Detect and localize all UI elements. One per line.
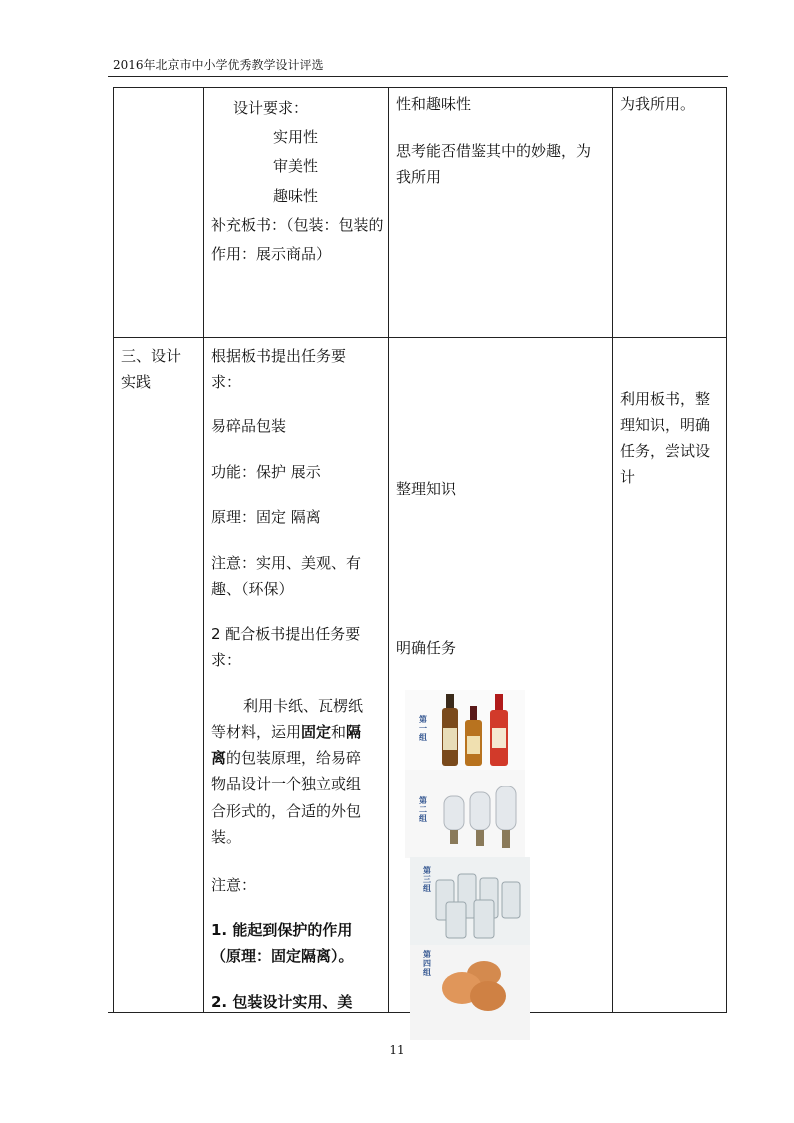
- requirement-practicality: 实用性: [273, 128, 319, 146]
- emphasis-isolate-part2: 离: [211, 749, 227, 767]
- row1-col4-line1: 为我所用。: [620, 95, 696, 113]
- group1-label: 第一组: [419, 715, 427, 742]
- table-border-top: [113, 87, 727, 88]
- stage-title-line1: 三、设计: [121, 347, 182, 365]
- group4-label: 第四组: [423, 950, 431, 977]
- row-divider: [113, 337, 727, 338]
- organize-knowledge: 整理知识: [396, 480, 457, 498]
- eggs-icon: [440, 958, 512, 1014]
- task-intro-line2: 求：: [211, 373, 242, 391]
- note-item1-line2: （原理：固定隔离）。: [211, 947, 354, 965]
- header-rule: [108, 76, 728, 77]
- requirement-aesthetics: 审美性: [273, 157, 319, 175]
- task-desc-line4: 物品设计一个独立或组: [211, 775, 362, 793]
- task-desc-text: 等材料，运用: [211, 723, 302, 741]
- page-number: 11: [389, 1043, 405, 1057]
- stage-title-line2: 实践: [121, 373, 152, 391]
- row1-col3-line3: 我所用: [396, 168, 442, 186]
- task-desc-line2: [211, 720, 361, 744]
- task2-line2: 求：: [211, 651, 242, 669]
- task-desc-line5: 合形式的，合适的外包: [211, 802, 362, 820]
- requirement-fun: 趣味性: [273, 187, 319, 205]
- table-border-right: [726, 87, 727, 1013]
- attention-line1: 注意：实用、美观、有: [211, 554, 362, 572]
- design-requirements-label: 设计要求：: [233, 99, 309, 117]
- supplementary-note-line2: 作用：展示商品）: [211, 245, 332, 263]
- row1-col3-line2: 思考能否借鉴其中的妙趣，为: [396, 142, 592, 160]
- row2-col4-line3: 任务，尝试设: [620, 442, 711, 460]
- function-line: 功能：保护 展示: [211, 463, 321, 481]
- row1-col3-line1: 性和趣味性: [396, 95, 472, 113]
- supplementary-note-line1: 补充板书：（包装：包装的: [211, 216, 384, 234]
- note-label: 注意：: [211, 876, 257, 894]
- group3-label: 第三组: [423, 866, 431, 893]
- table-border-left: [113, 87, 114, 1013]
- attention-line2: 趣、（环保）: [211, 580, 294, 598]
- page-header: 2016年北京市中小学优秀教学设计评选: [113, 58, 324, 72]
- emphasis-fixed: 固定: [301, 723, 332, 741]
- row2-col4-line2: 理知识，明确: [620, 416, 711, 434]
- row2-col4-line1: 利用板书，整: [620, 390, 711, 408]
- note-item2-line1: 2. 包装设计实用、美: [211, 993, 353, 1011]
- column-divider-3: [612, 87, 613, 1013]
- task-desc-line1: 利用卡纸、瓦楞纸: [243, 697, 364, 715]
- task-intro-line1: 根据板书提出任务要: [211, 347, 347, 365]
- group2-label: 第二组: [419, 796, 427, 823]
- glasses-icon: [432, 872, 526, 942]
- task-desc-text2: 的包装原理，给易碎: [226, 749, 362, 767]
- column-divider-2: [388, 87, 389, 1013]
- column-divider-1: [203, 87, 204, 1013]
- task-desc-line6: 装。: [211, 828, 242, 846]
- note-item1-line1: 1. 能起到保护的作用: [211, 921, 353, 939]
- task2-line1: 2 配合板书提出任务要: [211, 625, 361, 643]
- light-bulbs-icon: [438, 786, 522, 852]
- principle-line: 原理：固定 隔离: [211, 508, 321, 526]
- table-border-bottom-right: [530, 1012, 727, 1013]
- row2-col4-line4: 计: [620, 468, 636, 486]
- task-desc-line3: [211, 746, 361, 770]
- fragile-packaging: 易碎品包装: [211, 417, 287, 435]
- clarify-task: 明确任务: [396, 639, 457, 657]
- task-desc-and: 和: [331, 723, 347, 741]
- bottles-icon: [440, 694, 520, 768]
- emphasis-isolate-part1: 隔: [346, 723, 362, 741]
